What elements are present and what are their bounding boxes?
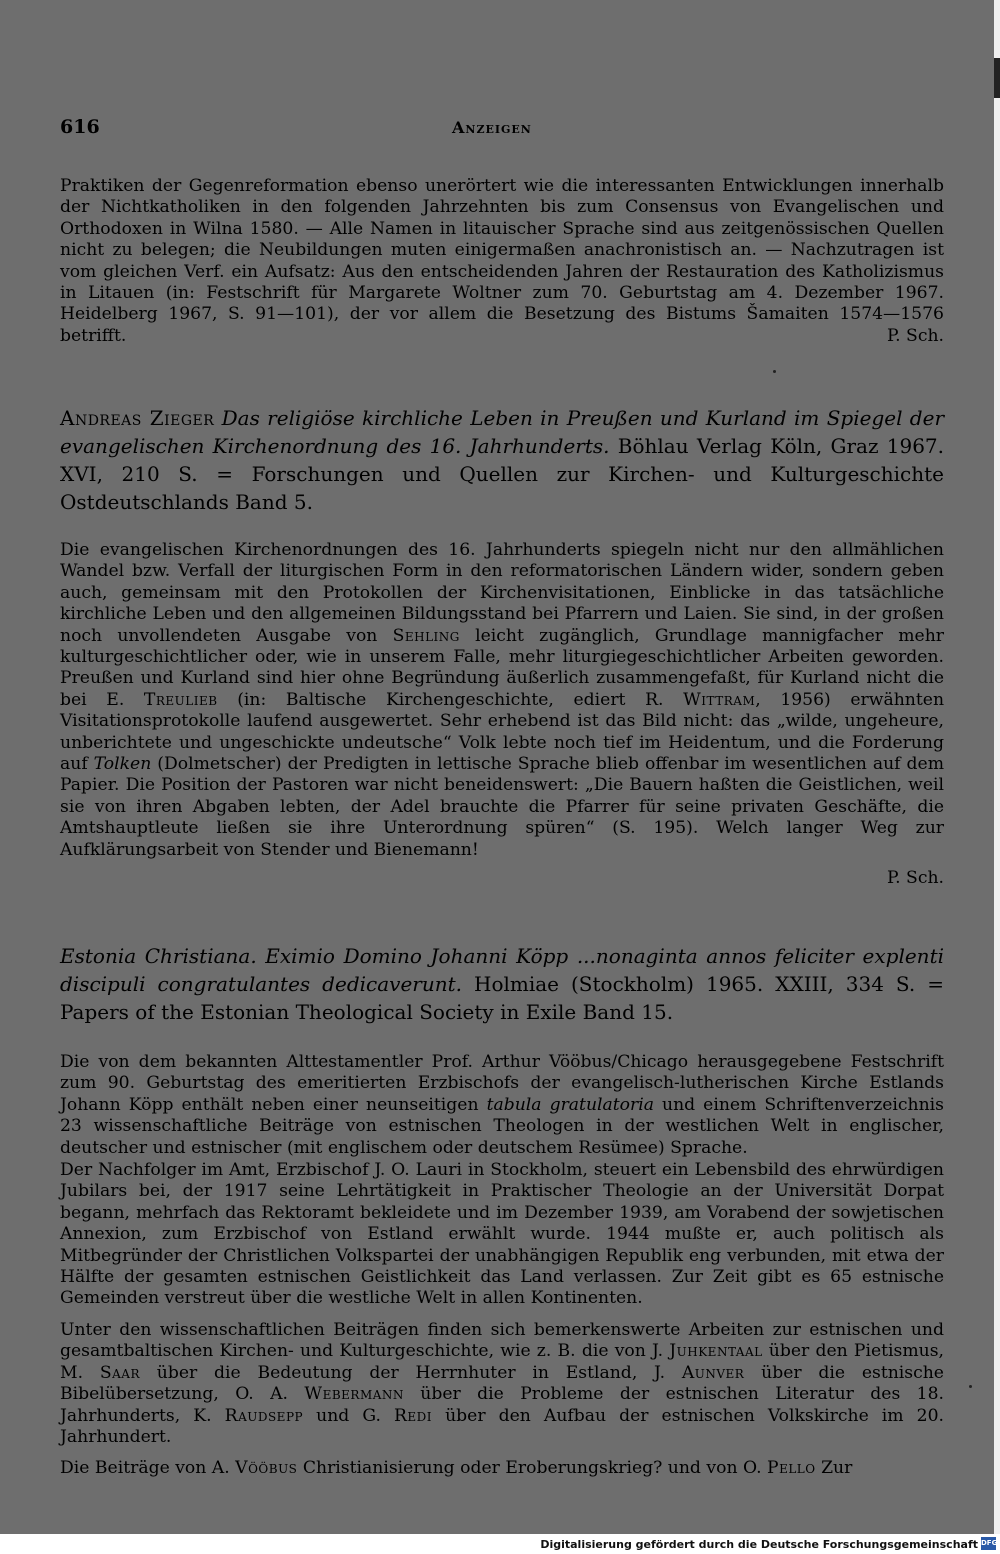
review3-p3-text-a: Unter den wissenschaftlichen Beiträgen finden sich bemerkenswerte Arbeiten zur estnischen und gesamtbaltischen Kirchen- und Kulturgeschichte, wie z. B. die von J.: [60, 1320, 944, 1362]
review3-p4-text-a: Die Beiträge von A.: [60, 1458, 236, 1478]
review3-p3-text-f: und G.: [303, 1405, 394, 1426]
name-treulieb: Treulieb: [143, 689, 218, 710]
review2-publication: Böhlau Verlag Köln, Graz 1967. XVI, 210 S. = Forschungen und Quellen zur Kirchen- und Kulturgeschichte Ostdeutschlands Band 5.: [60, 434, 945, 514]
name-wittram: Wittram: [683, 689, 756, 710]
scrollbar[interactable]: [994, 0, 1000, 1554]
review2-text-4: , 1956) erwähnten Visitationsprotokolle laufend ausgewertet. Sehr erhebend ist das Bild nicht: das „wilde, ungeheure, unberichtete und ungeschickte undeutsche“ Volk lebte noch tief im Heidentum, und die Forderung auf: [60, 689, 945, 775]
name-saar: Saar: [99, 1362, 140, 1383]
review3-heading: [60, 942, 944, 1026]
name-voobus: Vööbus: [235, 1458, 298, 1478]
digitization-credit: Digitalisierung gefördert durch die Deutsche Forschungsgemeinschaft: [540, 1538, 978, 1551]
review2-text-2: leicht zugänglich, Grundlage mannigfacher mehr kulturgeschichtlicher oder, wie in unserem Falle, mehr liturgiegeschichtlicher Arbeiten geworden. Preußen und Kurland sind hier ohne Begründung äußerlich zusammengefaßt, für Kurland nicht die bei E.: [60, 625, 944, 710]
speck-mark: [773, 370, 776, 373]
review2-signature: P. Sch.: [887, 868, 944, 888]
term-tolken: Tolken: [93, 754, 152, 775]
name-aunver: Aunver: [681, 1362, 745, 1383]
review3-p3-text-g: über den Aufbau der estnischen Volkskirche im 20. Jahrhundert.: [60, 1405, 944, 1448]
review3-p1-text-b: und einem Schriftenverzeichnis 23 wissenschaftliche Beiträge von estnischen Theologen in der westlichen Welt in englischer, deutscher und estnischer (mit englischem oder deutschem Resümee) Sprache.: [60, 1094, 945, 1158]
review2-text-5: (Dolmetscher) der Predigten in lettische Sprache blieb offenbar im wesentlichen auf dem Papier. Die Position der Pastoren war nicht beneidenswert: „Die Bauern haßten die Geistlichen, weil sie von ihren Abgaben lebten, der Adel brauchte die Pfarrer für seine privaten Geschäfte, die Amtshauptleute ließen sie ihre Unterordnung spüren“ (S. 195). Welch langer Weg zur Aufklärungsarbeit von Stender und Bienemann!: [60, 754, 944, 860]
review3-p4-text-c: Zur: [815, 1458, 853, 1478]
review3-p4-text-b: Christianisierung oder Eroberungskrieg? und von O.: [297, 1458, 767, 1478]
speck-mark: [969, 1385, 972, 1388]
review2-author: Andreas Zieger: [60, 406, 215, 430]
review3-p3-text-e: über die Probleme der estnischen Literatur des 18. Jahrhunderts, K.: [60, 1384, 944, 1426]
review3-paragraph-3: [60, 1320, 944, 1448]
review3-p3-text-c: über die Bedeutung der Herrnhuter in Estland, J.: [140, 1362, 682, 1383]
review2-heading: [60, 404, 944, 516]
review1-signature: P. Sch.: [887, 325, 944, 346]
name-pello: Pello: [767, 1458, 816, 1478]
review3-paragraph-1: [60, 1052, 944, 1159]
review1-end-body: Praktiken der Gegenreformation ebenso unerörtert wie die interessanten Entwicklungen innerhalb der Nichtkatholiken in den folgenden Jahrzehnten bis zum Consensus von Evangelischen und Orthodoxen in Wilna 1580. — Alle Namen in litauischer Sprache sind aus zeitgenössischen Quellen nicht zu belegen; die Neubildungen muten einigermaßen anachronistisch an. — Nachzutragen ist vom gleichen Verf. ein Aufsatz: Aus den entscheidenden Jahren der Restauration des Katholizismus in Litauen (in: Festschrift für Margarete Woltner zum 70. Geburtstag am 4. Dezember 1967. Heidelberg 1967, S. 91—101), der vor allem die Besetzung des Bistums Šamaiten 1574—1576 betrifft.: [60, 176, 944, 346]
review2-title: Das religiöse kirchliche Leben in Preußen und Kurland im Spiegel der evangelischen Kirchenordnung des 16. Jahrhunderts.: [60, 406, 945, 458]
review1-end-text: [60, 176, 944, 347]
scrollbar-thumb[interactable]: [994, 58, 1000, 98]
review3-p3-text-b: über den Pietismus, M.: [60, 1341, 945, 1383]
review2-text-3: (in: Baltische Kirchengeschichte, ediert R.: [217, 689, 684, 710]
dfg-logo: DFG: [981, 1537, 996, 1550]
review3-p3-text-d: über die estnische Bibelübersetzung, O. A.: [60, 1362, 944, 1405]
name-sehling: Sehling: [392, 625, 460, 646]
review3-p1-text-a: Die von dem bekannten Alttestamentler Prof. Arthur Vööbus/Chicago herausgegebene Festschrift zum 90. Geburtstag des emeritierten Erzbischofs der evangelisch-lutherischen Kirche Estlands Johann Köpp enthält neben einer neunseitigen: [60, 1052, 944, 1115]
name-redi: Redi: [393, 1405, 433, 1426]
name-webermann: Webermann: [304, 1384, 404, 1405]
review3-paragraph-2: Der Nachfolger im Amt, Erzbischof J. O. Lauri in Stockholm, steuert ein Lebensbild des ehrwürdigen Jubilars bei, der 1917 seine Lehrtätigkeit in Praktischer Theologie an der Universität Dorpat begann, mehrfach das Rektoramt bekleidete und im Dezember 1939, am Vorabend der sowjetischen Annexion, zum Erzbischof von Estland erwählt wurde. 1944 mußte er, auch politisch als Mitbegründer der Christlichen Volkspartei der unabhängigen Republik eng verbunden, mit etwa der Hälfte der gesamten estnischen Geistlichkeit das Land verlassen. Zur Zeit gibt es 65 estnische Gemeinden verstreut über die westliche Welt in allen Kontinenten.: [60, 1160, 944, 1309]
review2-text-1: Die evangelischen Kirchenordnungen des 16. Jahrhunderts spiegeln nicht nur den allmählichen Wandel bzw. Verfall der liturgischen Form in den reformatorischen Ländern wider, sondern geben auch, gemeinsam mit den Protokollen der Kirchenvisitationen, Einblicke in das tatsächliche kirchliche Leben und den allgemeinen Bildungsstand bei Pfarrern und Laien. Sie sind, in der großen noch unvollendeten Ausgabe von: [60, 540, 944, 646]
review3-publication: Holmiae (Stockholm) 1965. XXIII, 334 S. = Papers of the Estonian Theological Society in Exile Band 15.: [60, 972, 945, 1024]
review3-paragraph-4: [60, 1458, 944, 1479]
term-tabula-gratulatoria: tabula gratulatoria: [486, 1094, 654, 1115]
page-number: 616: [60, 116, 100, 138]
review2-body: [60, 540, 944, 861]
name-raudsepp: Raudsepp: [224, 1405, 304, 1426]
running-head: Anzeigen: [452, 118, 532, 137]
review3-title: Estonia Christiana. Eximio Domino Johanni Köpp ...nonaginta annos feliciter explenti discipuli congratulantes dedicaverunt.: [60, 944, 944, 996]
name-juhkentaal: Juhkentaal: [669, 1341, 763, 1362]
